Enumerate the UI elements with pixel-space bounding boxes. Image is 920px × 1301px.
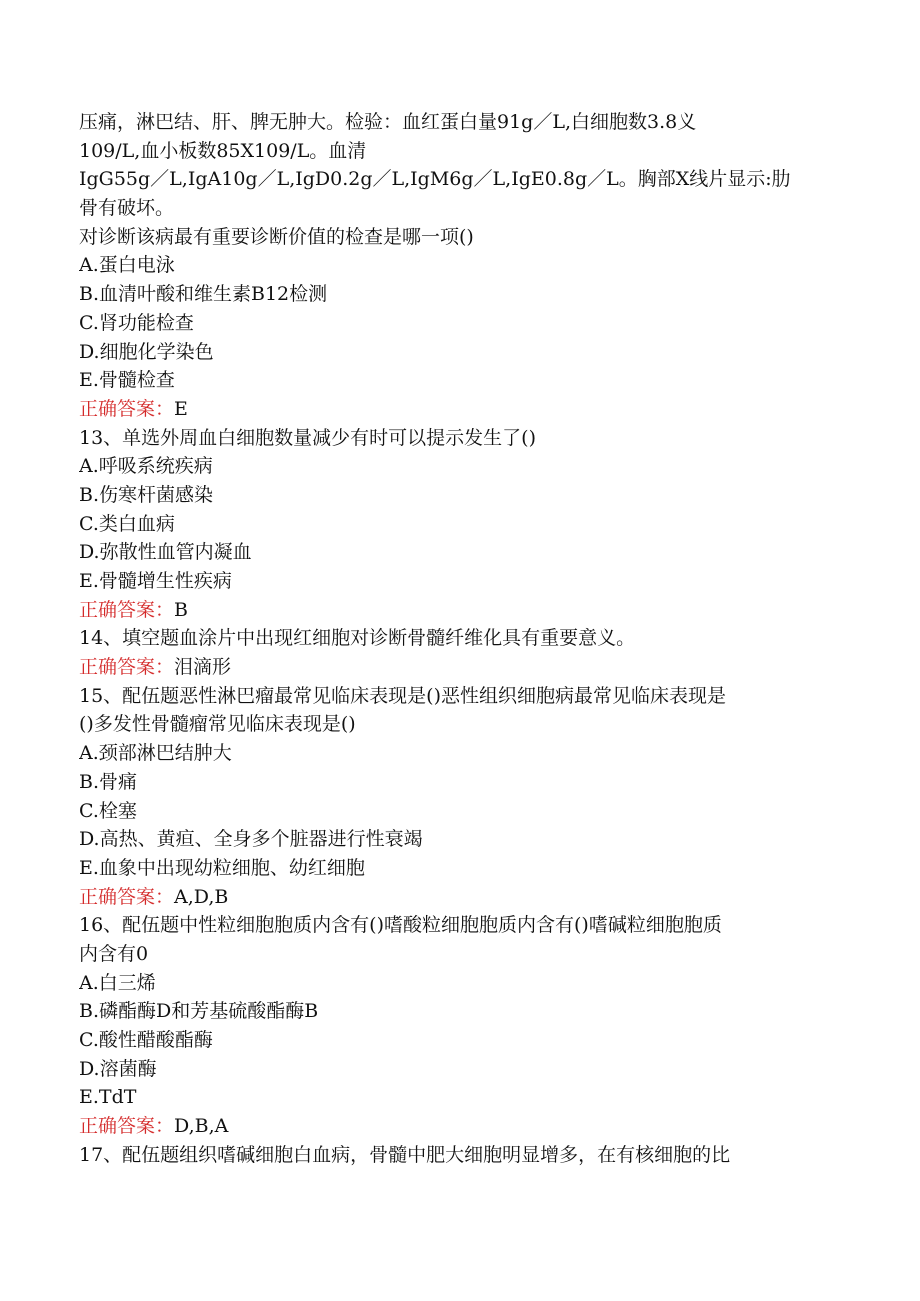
answer-label: 正确答案： (79, 598, 175, 621)
question-text: 15、配伍题恶性淋巴瘤最常见临床表现是()恶性组织细胞病最常见临床表现是 (79, 684, 727, 707)
question-text: ()多发性骨髓瘤常见临床表现是() (79, 713, 356, 736)
answer-line (79, 395, 839, 424)
answer-value: 泪滴形 (174, 656, 232, 679)
answer-option: B.血清叶酸和维生素B12检测 (79, 283, 328, 306)
answer-option: C.酸性醋酸酯酶 (79, 1029, 213, 1051)
answer-option: A.白三烯 (79, 971, 156, 994)
answer-option: E.骨髓增生性疾病 (79, 570, 232, 592)
answer-option: D.细胞化学染色 (79, 340, 214, 363)
answer-option: E.血象中出现幼粒细胞、幼红细胞 (79, 856, 365, 879)
answer-option: D.溶菌酶 (79, 1057, 157, 1080)
answer-option: C.类白血病 (79, 512, 175, 535)
answer-option: A.蛋白电泳 (79, 254, 175, 277)
answer-option: E.TdT (79, 1086, 137, 1109)
answer-option: A.呼吸系统疾病 (79, 455, 213, 478)
body-text-line: IgG55g／L,IgA10g／L,IgD0.2g／L,IgM6g／L,IgE0.8g／L。胸部X线片显示:肋 (79, 168, 791, 191)
question-text: 内含有0 (79, 942, 149, 965)
answer-line (79, 596, 839, 625)
question-text: 17、配伍题组织嗜碱细胞白血病，骨髓中肥大细胞明显增多，在有核细胞的比 (79, 1143, 731, 1166)
answer-label: 正确答案： (79, 885, 175, 908)
answer-option: B.骨痛 (79, 770, 138, 793)
answer-option: C.肾功能检查 (79, 311, 194, 334)
body-text-line: 109/L,血小板数85X109/L。血清 (79, 139, 367, 162)
answer-option: A.颈部淋巴结肿大 (79, 742, 232, 765)
answer-option: D.弥散性血管内凝血 (79, 541, 252, 564)
answer-value: D,B,A (174, 1115, 229, 1138)
answer-line (79, 1112, 839, 1141)
question-text: 对诊断该病最有重要诊断价值的检查是哪一项() (79, 225, 474, 248)
answer-label: 正确答案： (79, 656, 175, 679)
answer-value: B (174, 598, 188, 621)
answer-option: B.伤寒杆菌感染 (79, 483, 214, 506)
question-text: 13、单选外周血白细胞数量减少有时可以提示发生了() (79, 426, 537, 449)
question-text: 16、配伍题中性粒细胞胞质内含有()嗜酸粒细胞胞质内含有()嗜碱粒细胞胞质 (79, 914, 722, 937)
question-text: 14、填空题血涂片中出现红细胞对诊断骨髓纤维化具有重要意义。 (79, 627, 636, 650)
answer-option: D.高热、黄疸、全身多个脏器进行性衰竭 (79, 828, 423, 851)
answer-label: 正确答案： (79, 397, 175, 420)
answer-option: C.栓塞 (79, 799, 137, 822)
answer-line (79, 653, 839, 682)
answer-value: E (174, 397, 188, 420)
answer-value: A,D,B (174, 885, 229, 908)
answer-option: E.骨髓检查 (79, 369, 175, 392)
body-text-line: 骨有破坏。 (79, 197, 175, 220)
answer-option: B.磷酯酶D和芳基硫酸酯酶B (79, 1000, 319, 1023)
answer-line (79, 883, 839, 912)
answer-label: 正确答案： (79, 1115, 175, 1138)
body-text-line: 压痛，淋巴结、肝、脾无肿大。检验：血红蛋白量91g／L,白细胞数3.8义 (79, 111, 697, 133)
document-body (79, 108, 839, 1169)
